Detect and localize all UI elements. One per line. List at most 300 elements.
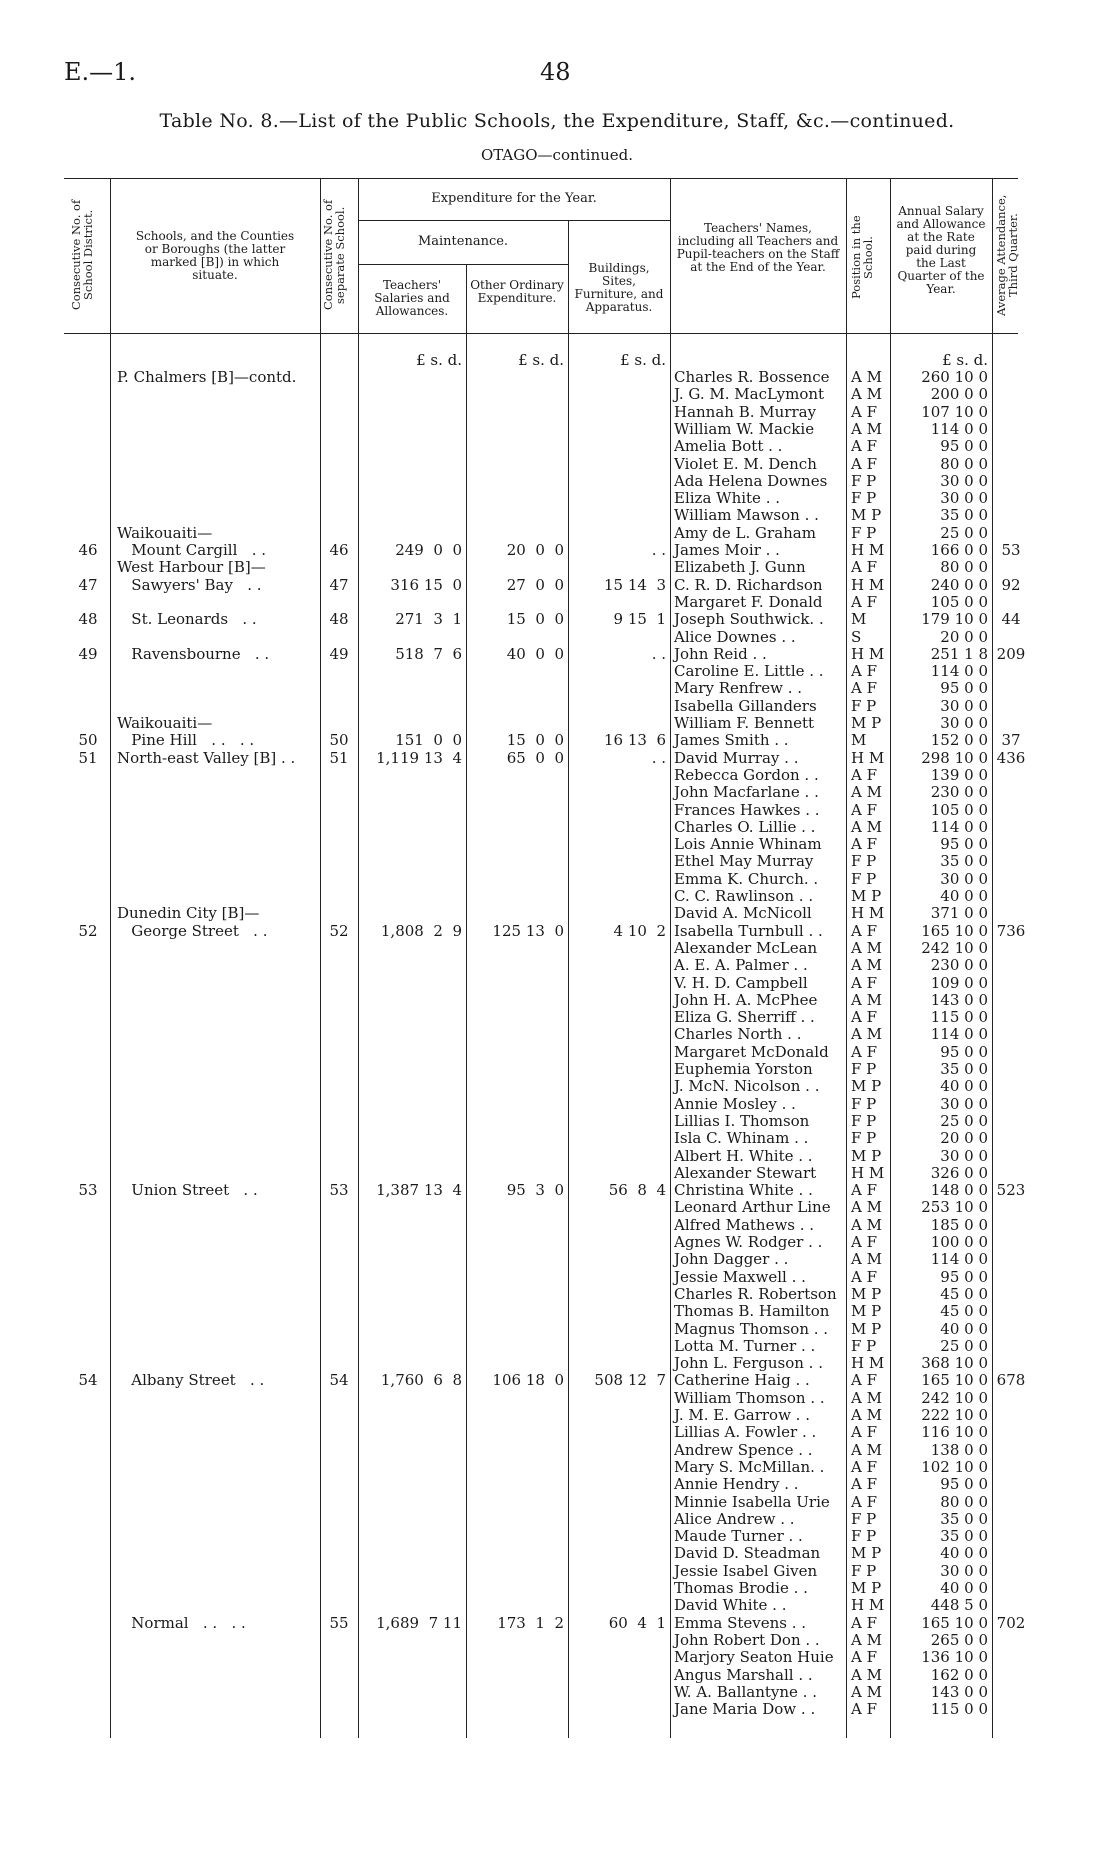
teacher-position: H M [851,1596,885,1615]
lsd-header-salary-rate: £ s. d. [942,351,988,369]
school-number: 47 [329,575,349,594]
header-expenditure: Expenditure for the Year. [431,191,597,206]
teacher-position: A M [851,1440,882,1459]
header-salaries: Teachers' Salaries and Allowances. [374,278,450,318]
school-name: Waikouaiti— [117,714,213,732]
school-number: 46 [329,541,349,559]
teacher-name: John Macfarlane . . [674,783,819,802]
buildings-value: 9 15 1 [613,610,666,629]
teacher-name: Leonard Arthur Line [674,1198,831,1217]
teacher-salary: 45 0 0 [940,1302,988,1321]
teacher-position: A F [851,1371,878,1390]
teacher-salary: 115 0 0 [930,1700,988,1719]
col-divider-3 [358,178,359,1738]
teacher-salary: 143 0 0 [930,1682,988,1701]
teacher-name: Joseph Southwick. . [674,610,824,629]
district-number: 52 [78,921,98,940]
school-name: Waikouaiti— [117,523,213,542]
school-number: 50 [329,731,349,750]
teacher-salary: 30 0 0 [940,489,988,508]
buildings-value: . . [651,541,666,559]
teacher-salary: 114 0 0 [930,1250,988,1269]
teacher-salary: 116 10 0 [921,1423,988,1442]
attendance-value: 436 [996,748,1026,767]
school-number: 52 [329,921,349,940]
teacher-name: J. M. E. Garrow . . [674,1406,810,1424]
teacher-position: A M [851,1630,882,1649]
teacher-salary: 35 0 0 [940,506,988,525]
teacher-name: Isla C. Whinam . . [674,1129,809,1148]
salaries-value: 1,119 13 4 [376,748,462,767]
teacher-salary: 25 0 0 [940,1336,988,1355]
teacher-position: A F [851,835,878,854]
teacher-salary: 253 10 0 [921,1198,988,1217]
teacher-name: J. G. M. MacLymont [674,385,825,404]
header-salary-rate: Annual Salary and Allowance at the Rate paid during the Last Quarter of the Year. [896,204,986,296]
header-school-no: Consecutive No. of separate School. [321,199,347,311]
teacher-position: M P [851,1319,882,1338]
teacher-position: A F [851,1267,878,1286]
teacher-salary: 80 0 0 [940,558,988,577]
teacher-name: Charles North . . [674,1025,802,1044]
teacher-name: Lillias I. Thomson [674,1111,810,1130]
school-name: West Harbour [B]— [117,558,266,577]
teacher-salary: 230 0 0 [930,783,988,802]
teacher-salary: 162 0 0 [930,1665,988,1684]
teacher-salary: 165 10 0 [921,1371,988,1390]
district-number: 53 [78,1181,98,1200]
salaries-value: 1,387 13 4 [376,1181,462,1200]
teacher-name: James Smith . . [674,731,789,750]
lsd-header-other: £ s. d. [518,351,564,369]
teacher-position: F P [851,1094,877,1113]
teacher-position: M P [851,1579,882,1597]
col-divider-8 [890,178,891,1738]
other-expenditure-value: 173 1 2 [497,1613,564,1632]
teacher-name: Maude Turner . . [674,1527,803,1546]
teacher-position: M [851,610,867,629]
teacher-salary: 80 0 0 [940,1492,988,1511]
teacher-salary: 115 0 0 [930,1008,988,1027]
teacher-name: Jane Maria Dow . . [674,1700,816,1719]
teacher-position: A M [851,385,882,404]
teacher-position: M P [851,714,882,732]
teacher-name: Lois Annie Whinam [674,835,822,854]
teacher-position: A F [851,1648,878,1667]
teacher-name: William F. Bennett [674,714,815,732]
teacher-salary: 30 0 0 [940,471,988,490]
teacher-name: W. A. Ballantyne . . [674,1682,817,1701]
teacher-salary: 139 0 0 [930,765,988,784]
school-number: 53 [329,1181,349,1200]
teacher-salary: 95 0 0 [940,1042,988,1061]
table-subtitle: OTAGO—continued. [480,146,634,164]
teacher-position: F P [851,1561,877,1580]
teacher-name: Alfred Mathews . . [674,1215,815,1234]
teacher-salary: 136 10 0 [921,1648,988,1667]
teacher-name: David Murray . . [674,748,799,767]
teacher-name: Christina White . . [674,1181,813,1200]
teacher-position: A M [851,990,882,1009]
teacher-name: Alexander McLean [674,938,818,957]
teacher-position: A F [851,437,878,456]
school-number: 48 [329,610,349,629]
teacher-name: William W. Mackie [674,419,815,438]
teacher-salary: 35 0 0 [940,1060,988,1078]
school-name: P. Chalmers [B]—contd. [117,368,297,386]
teacher-salary: 260 10 0 [921,368,988,386]
teacher-name: Jessie Maxwell . . [674,1267,806,1286]
teacher-salary: 100 0 0 [930,1233,988,1251]
header-district-no: Consecutive No. of School District. [69,199,95,311]
teacher-name: Margaret McDonald [674,1042,829,1061]
school-name: North-east Valley [B] . . [117,748,296,767]
teacher-salary: 114 0 0 [930,419,988,438]
teacher-name: Hannah B. Murray [674,402,817,421]
other-expenditure-value: 20 0 0 [506,541,564,559]
teacher-name: Marjory Seaton Huie [674,1648,834,1667]
teacher-salary: 95 0 0 [940,437,988,456]
teacher-name: Charles R. Bossence [674,368,830,386]
teacher-position: A F [851,679,878,698]
teacher-name: Catherine Haig . . [674,1371,810,1390]
attendance-value: 678 [996,1371,1026,1390]
teacher-name: Emma K. Church. . [674,869,819,888]
col-divider-2 [320,178,321,1738]
teacher-salary: 30 0 0 [940,1094,988,1113]
teacher-name: V. H. D. Campbell [674,973,808,992]
teacher-position: M P [851,1544,882,1563]
col-divider-7 [846,178,847,1738]
teacher-position: H M [851,541,885,559]
teacher-salary: 240 0 0 [930,575,988,594]
teacher-salary: 80 0 0 [940,454,988,473]
salaries-value: 518 7 6 [395,644,462,663]
teacher-position: A F [851,765,878,784]
teacher-name: William Thomson . . [674,1388,825,1407]
salaries-value: 1,689 7 11 [376,1613,462,1632]
teacher-position: A M [851,1250,882,1269]
attendance-value: 523 [996,1181,1026,1200]
teacher-salary: 448 5 0 [930,1596,988,1615]
other-expenditure-value: 125 13 0 [492,921,564,940]
teacher-name: Jessie Isabel Given [674,1561,818,1580]
teacher-name: Ethel May Murray [674,852,814,871]
teacher-position: A F [851,1613,878,1632]
teacher-name: William Mawson . . [674,506,819,525]
school-number: 54 [329,1371,349,1390]
teacher-position: A F [851,1008,878,1027]
other-expenditure-value: 106 18 0 [492,1371,564,1390]
teacher-name: J. McN. Nicolson . . [674,1077,820,1096]
teacher-salary: 95 0 0 [940,835,988,854]
page-id: E.—1. [64,58,137,86]
teacher-salary: 40 0 0 [940,1319,988,1338]
teacher-position: A M [851,368,882,386]
salaries-value: 271 3 1 [395,610,462,629]
salaries-value: 1,760 6 8 [380,1371,462,1390]
header-attendance: Average Attendance, Third Quarter. [994,194,1020,316]
teacher-position: A F [851,1042,878,1061]
teacher-name: Elizabeth J. Gunn [674,558,806,577]
teacher-name: Isabella Turnbull . . [674,921,823,940]
teacher-position: A M [851,1682,882,1701]
teacher-name: C. R. D. Richardson [674,575,823,594]
teacher-salary: 30 0 0 [940,1146,988,1165]
teacher-name: Caroline E. Little . . [674,662,824,681]
buildings-value: 60 4 1 [608,1613,666,1632]
teacher-salary: 200 0 0 [930,385,988,404]
teacher-salary: 105 0 0 [930,800,988,819]
teacher-salary: 251 1 8 [930,644,988,663]
col-divider-1 [110,178,111,1738]
teacher-salary: 166 0 0 [930,541,988,559]
district-number: 46 [78,541,98,559]
teacher-name: Violet E. M. Dench [674,454,817,473]
other-expenditure-value: 65 0 0 [506,748,564,767]
teacher-name: Andrew Spence . . [674,1440,813,1459]
teacher-salary: 265 0 0 [930,1630,988,1649]
teacher-name: Magnus Thomson . . [674,1319,829,1338]
teacher-salary: 45 0 0 [940,1284,988,1303]
expenditure-rule [358,220,670,221]
attendance-value: 53 [1001,541,1021,559]
teacher-position: A M [851,1198,882,1217]
teacher-salary: 148 0 0 [930,1181,988,1200]
teacher-salary: 95 0 0 [940,1267,988,1286]
teacher-salary: 40 0 0 [940,1077,988,1096]
teacher-salary: 165 10 0 [921,1613,988,1632]
teacher-salary: 25 0 0 [940,523,988,542]
teacher-salary: 30 0 0 [940,714,988,732]
teacher-salary: 143 0 0 [930,990,988,1009]
teacher-name: John L. Ferguson . . [674,1354,823,1373]
teacher-salary: 152 0 0 [930,731,988,750]
teacher-position: M P [851,506,882,525]
header-other: Other Ordinary Expenditure. [470,278,564,305]
teacher-position: M P [851,1077,882,1096]
buildings-value: 4 10 2 [613,921,666,940]
salaries-value: 316 15 0 [390,575,462,594]
teacher-position: F P [851,471,877,490]
teacher-salary: 371 0 0 [930,904,988,923]
lsd-header-salaries: £ s. d. [416,351,462,369]
teacher-position: F P [851,1111,877,1130]
table-title: Table No. 8.—List of the Public Schools, the Expenditure, Staff, &c.—continued. [159,110,955,132]
attendance-value: 44 [1001,610,1021,629]
school-number: 55 [329,1613,349,1632]
teacher-salary: 95 0 0 [940,679,988,698]
teacher-name: Eliza G. Sherriff . . [674,1008,815,1027]
salaries-value: 1,808 2 9 [380,921,462,940]
teacher-salary: 95 0 0 [940,1475,988,1494]
teacher-name: Albert H. White . . [674,1146,813,1165]
teacher-position: A F [851,973,878,992]
teacher-salary: 102 10 0 [921,1457,988,1476]
teacher-salary: 165 10 0 [921,921,988,940]
teacher-position: A F [851,921,878,940]
teacher-salary: 20 0 0 [940,1129,988,1148]
buildings-value: 15 14 3 [603,575,666,594]
top-rule [64,178,1018,179]
teacher-position: A F [851,454,878,473]
district-number: 50 [78,731,98,750]
other-expenditure-value: 27 0 0 [506,575,564,594]
buildings-value: . . [651,644,666,663]
teacher-name: Mary S. McMillan. . [674,1457,825,1476]
teacher-position: A F [851,1423,878,1442]
col-divider-9 [992,178,993,1738]
teacher-position: A M [851,956,882,975]
header-maintenance: Maintenance. [417,234,509,249]
buildings-value: 56 8 4 [608,1181,666,1200]
school-name: Pine Hill . . . . [117,731,255,750]
school-name: George Street . . [117,921,268,940]
teacher-position: A F [851,662,878,681]
teacher-name: Thomas B. Hamilton [674,1302,830,1321]
teacher-position: A F [851,558,878,577]
school-number: 49 [329,644,349,663]
teacher-salary: 105 0 0 [930,592,988,611]
district-number: 47 [78,575,98,594]
teacher-salary: 185 0 0 [930,1215,988,1234]
header-schools: Schools, and the Counties or Boroughs (the latter marked [B]) in which situate. [135,229,295,282]
teacher-salary: 107 10 0 [921,402,988,421]
other-expenditure-value: 40 0 0 [506,644,564,663]
teacher-position: F P [851,489,877,508]
header-bottom-rule [64,333,1018,334]
teacher-salary: 114 0 0 [930,662,988,681]
teacher-name: Ada Helena Downes [674,471,828,490]
district-number: 48 [78,610,98,629]
teacher-salary: 179 10 0 [921,610,988,629]
teacher-position: H M [851,1354,885,1373]
col-divider-6 [670,178,671,1738]
teacher-position: M P [851,887,882,905]
teacher-name: Rebecca Gordon . . [674,765,819,784]
attendance-value: 37 [1001,731,1021,750]
attendance-value: 736 [996,921,1026,940]
lsd-header-buildings: £ s. d. [620,351,666,369]
teacher-position: A M [851,419,882,438]
teacher-name: Amelia Bott . . [674,437,783,456]
header-teachers: Teachers' Names, including all Teachers and Pupil-teachers on the Staff at the End of the Year. [676,221,840,274]
school-name: Mount Cargill . . [117,541,267,559]
salaries-value: 249 0 0 [395,541,462,559]
teacher-name: A. E. A. Palmer . . [674,956,808,975]
teacher-position: H M [851,644,885,663]
page-number: 48 [540,58,571,86]
teacher-salary: 326 0 0 [930,1163,988,1182]
attendance-value: 209 [996,644,1026,663]
teacher-name: Minnie Isabella Urie [674,1492,830,1511]
school-name: St. Leonards . . [117,610,257,629]
teacher-position: F P [851,696,877,715]
district-number: 49 [78,644,98,663]
teacher-position: F P [851,852,877,871]
teacher-salary: 368 10 0 [921,1354,988,1373]
district-number: 54 [78,1371,98,1390]
teacher-position: F P [851,1527,877,1546]
teacher-salary: 30 0 0 [940,869,988,888]
teacher-name: James Moir . . [674,541,780,559]
teacher-name: David A. McNicoll [674,904,812,923]
teacher-name: John Reid . . [674,644,767,663]
teacher-name: C. C. Rawlinson . . [674,887,814,905]
school-name: Albany Street . . [117,1371,265,1390]
teacher-name: Mary Renfrew . . [674,679,803,698]
teacher-name: Alice Andrew . . [674,1509,795,1528]
teacher-position: M P [851,1284,882,1303]
attendance-value: 92 [1001,575,1021,594]
teacher-salary: 298 10 0 [921,748,988,767]
salaries-value: 151 0 0 [395,731,462,750]
teacher-salary: 35 0 0 [940,852,988,871]
header-buildings: Buildings, Sites, Furniture, and Apparatus. [574,261,664,314]
teacher-position: M [851,731,867,750]
teacher-position: A F [851,1475,878,1494]
teacher-position: A F [851,1700,878,1719]
teacher-position: H M [851,904,885,923]
teacher-name: Agnes W. Rodger . . [674,1233,823,1251]
teacher-name: David White . . [674,1596,787,1615]
teacher-salary: 138 0 0 [930,1440,988,1459]
teacher-salary: 40 0 0 [940,1544,988,1563]
header-position: Position in the School. [849,215,875,300]
teacher-position: A F [851,1457,878,1476]
teacher-position: A M [851,1406,882,1424]
teacher-salary: 222 10 0 [921,1406,988,1424]
teacher-position: A F [851,1181,878,1200]
teacher-position: A M [851,938,882,957]
teacher-position: S [851,627,862,646]
teacher-salary: 25 0 0 [940,1111,988,1130]
teacher-salary: 35 0 0 [940,1527,988,1546]
teacher-name: Charles O. Lillie . . [674,817,816,836]
teacher-name: Eliza White . . [674,489,781,508]
teacher-name: John H. A. McPhee [674,990,818,1009]
teacher-position: A F [851,1492,878,1511]
school-name: Ravensbourne . . [117,644,270,663]
teacher-salary: 40 0 0 [940,887,988,905]
teacher-salary: 35 0 0 [940,1509,988,1528]
teacher-position: F P [851,869,877,888]
teacher-position: M P [851,1302,882,1321]
teacher-name: Margaret F. Donald [674,592,823,611]
teacher-position: F P [851,1509,877,1528]
teacher-name: Alice Downes . . [674,627,796,646]
teacher-name: Euphemia Yorston [674,1060,813,1078]
other-expenditure-value: 95 3 0 [506,1181,564,1200]
school-name: Sawyers' Bay . . [117,575,262,594]
teacher-position: A M [851,1665,882,1684]
teacher-position: A M [851,783,882,802]
teacher-salary: 114 0 0 [930,1025,988,1044]
teacher-name: Frances Hawkes . . [674,800,820,819]
teacher-position: F P [851,1129,877,1148]
teacher-name: David D. Steadman [674,1544,821,1563]
maintenance-rule [358,264,568,265]
teacher-salary: 114 0 0 [930,817,988,836]
teacher-name: Thomas Brodie . . [674,1579,808,1597]
district-number: 51 [78,748,98,767]
other-expenditure-value: 15 0 0 [506,731,564,750]
teacher-position: M P [851,1146,882,1165]
teacher-salary: 109 0 0 [930,973,988,992]
school-number: 51 [329,748,349,767]
teacher-salary: 30 0 0 [940,696,988,715]
teacher-position: A M [851,817,882,836]
